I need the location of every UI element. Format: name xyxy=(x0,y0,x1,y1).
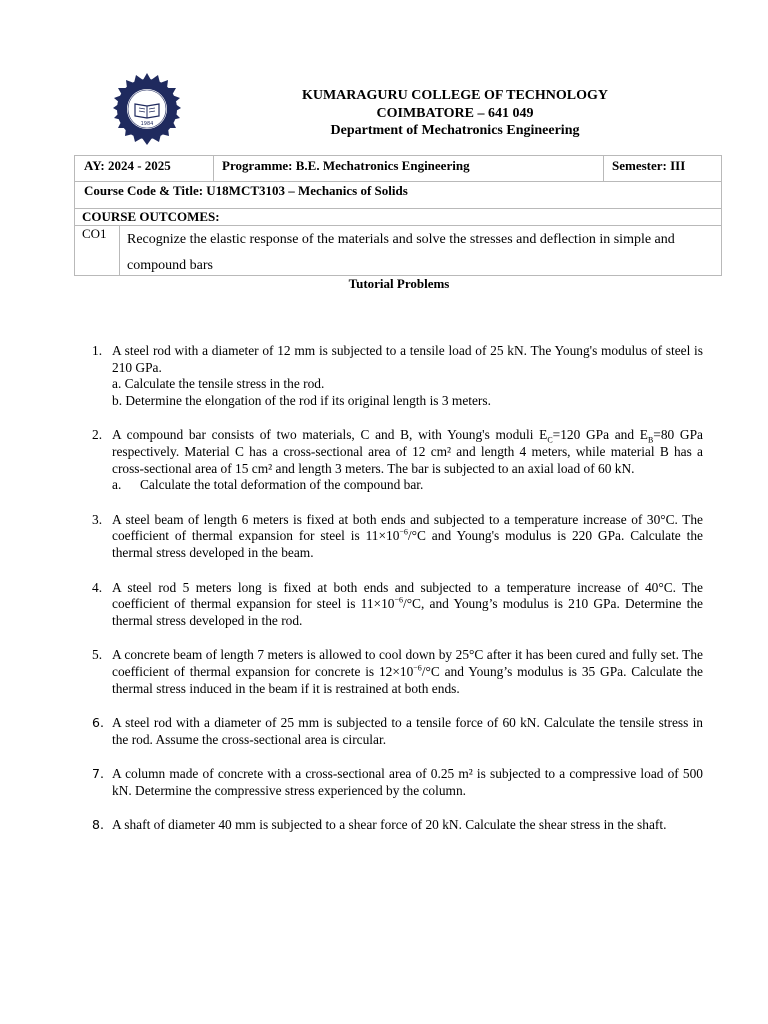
sub-question: a. Calculate the total deformation of the compound bar. xyxy=(112,477,424,493)
problem-text: A compound bar consists of two materials, C and B, with Young's moduli $E_C=120$ GPa and $E_B=80$ GPa respectively. Material C has a cross-sectional area of 12 cm² and length 4 meters, while material B has a cross-sectional area of 15 cm² and length 3 meters. The bar is subjected to an axial load of 60 kN. xyxy=(112,427,703,476)
college-seal-icon xyxy=(106,68,188,150)
problem-item xyxy=(92,427,703,493)
problem-item xyxy=(92,766,703,799)
problem-number: 4. xyxy=(92,579,103,595)
problem-number: 8. xyxy=(92,817,104,833)
divider xyxy=(75,181,721,182)
problem-item xyxy=(92,817,703,834)
problem-text: A concrete beam of length 7 meters is allowed to cool down by 25°C after it has been cured and fully set. The coefficient of thermal expansion for concrete is $12\times 10^{-6}/^\circ C$ and Young’s modulus is 35 GPa. Calculate the thermal stress induced in the beam if it is restrained at both ends. xyxy=(112,647,703,696)
college-name: KUMARAGURU COLLEGE OF TECHNOLOGY xyxy=(301,88,609,103)
problem-text: A steel beam of length 6 meters is fixed at both ends and subjected to a temperature increase of 30°C. The coefficient of thermal expansion for steel is $11\times 10^{-6}/^\circ C$ and Young's modulus is 220 GPa. Calculate the thermal stress developed in the beam. xyxy=(112,511,703,560)
problem-text: A shaft of diameter 40 mm is subjected to a shear force of 20 kN. Calculate the shear stress in the shaft. xyxy=(112,817,667,833)
co-description: Recognize the elastic response of the materials and solve the stresses and deflection in simple and compound bars xyxy=(127,232,675,273)
problem-item xyxy=(92,647,703,697)
seal-year: 1984 xyxy=(140,121,154,127)
problem-text: A steel rod with a diameter of 25 mm is subjected to a tensile force of 60 kN. Calculate the tensile stress in the rod. Assume the cross-sectional area is circular. xyxy=(112,715,703,747)
sub-question: a. Calculate the tensile stress in the rod. xyxy=(112,376,325,392)
problem-number: 2. xyxy=(92,427,103,443)
department-name: Department of Mechatronics Engineering xyxy=(330,123,580,138)
course-title: Course Code & Title: U18MCT3103 – Mechanics of Solids xyxy=(84,183,408,198)
problem-number: 1. xyxy=(92,343,103,358)
problem-text: A steel rod with a diameter of 12 mm is subjected to a tensile load of 25 kN. The Young's modulus of steel is 210 GPa. xyxy=(112,343,703,375)
problem-item xyxy=(92,343,703,409)
problem-text: A steel rod 5 meters long is fixed at both ends and subjected to a temperature increase of 40°C. The coefficient of thermal expansion for steel is $11\times 10^{-6}/^\circ C$, and Young’s modulus is 210 GPa. Determine the thermal stress developed in the rod. xyxy=(112,579,703,628)
divider xyxy=(119,225,120,276)
sub-question: b. Determine the elongation of the rod if its original length is 3 meters. xyxy=(112,392,491,408)
problem-item xyxy=(92,580,703,630)
programme: Programme: B.E. Mechatronics Engineering xyxy=(222,158,470,173)
problem-item xyxy=(92,715,703,748)
problem-list xyxy=(92,343,703,852)
divider xyxy=(213,156,214,181)
divider xyxy=(75,225,721,226)
problem-number: 3. xyxy=(92,511,103,527)
course-outcomes-heading: COURSE OUTCOMES: xyxy=(82,209,220,224)
problem-text: A column made of concrete with a cross-sectional area of 0.25 m² is subjected to a compressive load of 500 kN. Determine the compressive stress experienced by the column. xyxy=(112,766,703,798)
problem-item xyxy=(92,512,703,562)
semester: Semester: III xyxy=(612,158,686,173)
course-info-table xyxy=(74,155,722,276)
tutorial-title: Tutorial Problems xyxy=(348,276,450,291)
divider xyxy=(603,156,604,181)
problem-number: 7. xyxy=(92,766,104,782)
academic-year: AY: 2024 - 2025 xyxy=(84,158,171,173)
college-city: COIMBATORE – 641 049 xyxy=(376,106,534,121)
co-code: CO1 xyxy=(82,226,107,241)
problem-number: 5. xyxy=(92,647,103,663)
problem-number: 6. xyxy=(92,715,104,731)
